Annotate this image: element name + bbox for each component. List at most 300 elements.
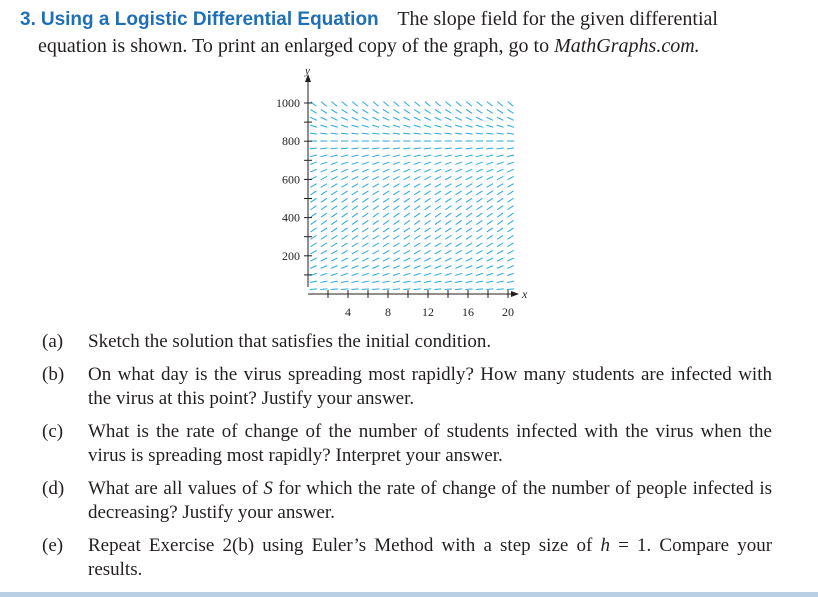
slope-segment <box>341 258 347 261</box>
slope-segment <box>383 235 389 239</box>
slope-segment <box>393 250 399 254</box>
slope-segment <box>393 125 400 127</box>
slope-segment <box>414 273 421 275</box>
slope-segment <box>414 133 421 134</box>
slope-segment <box>321 228 327 232</box>
slope-segment <box>476 148 483 149</box>
slope-segment <box>352 184 358 188</box>
slope-segment <box>321 243 327 247</box>
slope-segment <box>497 125 504 127</box>
slope-segment <box>393 266 400 269</box>
slope-segment <box>404 228 410 232</box>
slope-segment <box>352 198 358 202</box>
slope-segment <box>403 148 410 149</box>
slope-segment <box>507 155 514 157</box>
slope-segment <box>320 125 327 127</box>
part-d-text-pre: What are all values of <box>88 478 258 499</box>
slope-segment <box>476 258 482 261</box>
slope-segment <box>342 191 348 195</box>
slope-segment <box>497 235 503 239</box>
slope-segment <box>393 289 400 290</box>
slope-segment <box>341 162 348 164</box>
slope-segment <box>476 155 483 157</box>
slope-segment <box>341 117 348 120</box>
slope-segment <box>383 273 390 275</box>
slope-segment <box>403 133 410 134</box>
slope-segment <box>455 289 462 290</box>
slope-segment <box>393 243 399 247</box>
slope-segment <box>466 206 472 210</box>
slope-segment <box>435 243 441 247</box>
slope-segment <box>456 220 462 224</box>
slope-segment <box>310 250 316 254</box>
slope-segment <box>497 133 504 134</box>
slope-segment <box>372 266 379 269</box>
slope-segment <box>476 250 482 254</box>
slope-segment <box>476 191 482 195</box>
slope-segment <box>362 155 369 157</box>
slope-segment <box>487 213 493 217</box>
slope-segment <box>373 220 379 224</box>
slope-segment <box>331 266 338 269</box>
slope-segment <box>487 184 493 188</box>
slope-segment <box>424 155 431 157</box>
slope-segment <box>404 250 410 254</box>
slope-segment <box>445 281 452 282</box>
slope-segment <box>362 176 368 179</box>
slope-segment <box>466 125 473 127</box>
slope-segment <box>331 125 338 127</box>
slope-segment <box>341 266 348 269</box>
slope-segment <box>466 258 472 261</box>
slope-segment <box>342 102 347 107</box>
slope-segment <box>362 109 368 113</box>
slope-segment <box>414 125 421 127</box>
slope-segment <box>362 266 369 269</box>
slope-segment <box>476 176 482 179</box>
slope-segment <box>331 273 338 275</box>
slope-segment <box>383 109 389 113</box>
slope-segment <box>383 162 390 164</box>
slope-segment <box>362 250 368 254</box>
slope-segment <box>466 250 472 254</box>
slope-segment <box>455 266 462 269</box>
slope-segment <box>383 176 389 179</box>
y-tick-label: 800 <box>282 134 300 149</box>
slope-segment <box>486 162 493 164</box>
slope-segment <box>393 191 399 195</box>
slope-segment <box>372 125 379 127</box>
slope-segment <box>507 258 513 261</box>
slope-segment <box>352 102 357 107</box>
slope-segment <box>310 289 317 290</box>
slope-segment <box>362 273 369 275</box>
part-d-variable: S <box>263 478 273 499</box>
slope-segment <box>414 191 420 195</box>
slope-segment <box>456 243 462 247</box>
slope-segment <box>487 191 493 195</box>
exercise-intro-text: equation is shown. To print an enlarged copy of the graph, go to <box>38 35 550 57</box>
slope-segment <box>414 243 420 247</box>
slope-segment <box>414 102 419 107</box>
slope-segment <box>362 117 369 120</box>
slope-segment <box>342 243 348 247</box>
slope-segment <box>373 228 379 232</box>
slope-segment <box>507 117 514 120</box>
slope-segment <box>414 258 420 261</box>
slope-segment <box>414 206 420 210</box>
slope-segment <box>434 133 441 134</box>
slope-segment <box>435 220 441 224</box>
slope-segment <box>497 117 504 120</box>
slope-segment <box>383 250 389 254</box>
slope-segment <box>404 102 409 107</box>
part-d-text <box>88 477 772 525</box>
x-tick-label: 12 <box>422 305 434 319</box>
slope-segment <box>373 109 379 113</box>
slope-segment <box>383 169 390 172</box>
slope-segment <box>497 155 504 157</box>
slope-segment <box>445 266 452 269</box>
slope-segment <box>424 289 431 290</box>
slope-segment <box>310 191 316 195</box>
slope-segment <box>310 184 316 188</box>
slope-segment <box>424 176 430 179</box>
slope-segment <box>373 235 379 239</box>
slope-segment <box>456 235 462 239</box>
slope-segment <box>497 258 503 261</box>
slope-segment <box>476 169 483 172</box>
slope-segment <box>341 148 348 149</box>
slope-segment <box>342 235 348 239</box>
slope-segment <box>403 125 410 127</box>
slope-segment <box>486 148 493 149</box>
slope-segment <box>497 289 504 290</box>
slope-segment <box>352 191 358 195</box>
slope-segment <box>455 281 462 282</box>
slope-segment <box>435 109 441 113</box>
slope-segment <box>351 155 358 157</box>
slope-segment <box>373 184 379 188</box>
slope-segment <box>424 169 431 172</box>
slope-segment <box>321 191 327 195</box>
slope-segment <box>352 109 358 113</box>
slope-segment <box>310 162 317 164</box>
slope-segment <box>414 235 420 239</box>
slope-segment <box>404 109 410 113</box>
slope-segment <box>424 258 430 261</box>
slope-segment <box>425 235 431 239</box>
slope-segment <box>320 133 327 134</box>
y-tick-label: 200 <box>282 248 300 263</box>
slope-segment <box>404 235 410 239</box>
slope-segment <box>456 191 462 195</box>
slope-segment <box>320 148 327 149</box>
slope-segment <box>310 266 317 269</box>
x-tick-label: 20 <box>502 305 514 319</box>
slope-field-svg <box>262 62 542 324</box>
slope-segment <box>445 273 452 275</box>
part-e <box>42 534 772 582</box>
slope-segment <box>352 228 358 232</box>
slope-segment <box>372 273 379 275</box>
slope-segment <box>341 176 347 179</box>
slope-segment <box>311 228 317 232</box>
mathgraphs-link[interactable]: MathGraphs.com. <box>554 35 700 57</box>
slope-segment <box>404 220 410 224</box>
slope-segment <box>456 198 462 202</box>
slope-segment <box>435 191 441 195</box>
slope-segment <box>466 243 472 247</box>
slope-segment <box>393 184 399 188</box>
slope-segment <box>404 258 410 261</box>
slope-segment <box>487 243 493 247</box>
slope-segment <box>476 198 482 202</box>
slope-segment <box>497 250 503 254</box>
slope-segment <box>508 102 513 107</box>
part-c-text: What is the rate of change of the number of students infected with the virus when the virus is spreading most rapidly? Interpret your answer. <box>88 421 772 466</box>
slope-segment <box>425 220 431 224</box>
slope-segment <box>383 213 389 217</box>
slope-segment <box>383 102 388 107</box>
exercise-number: 3. <box>20 9 36 30</box>
slope-segment <box>393 133 400 134</box>
slope-segment <box>434 273 441 275</box>
slope-segment <box>341 250 347 254</box>
slope-segment <box>372 169 379 172</box>
slope-segment <box>342 213 348 217</box>
slope-segment <box>382 289 389 290</box>
slope-segment <box>425 213 431 217</box>
slope-field-graph <box>262 62 542 324</box>
slope-segment <box>383 184 389 188</box>
slope-segment <box>331 155 338 157</box>
slope-segment <box>383 281 390 282</box>
slope-segment <box>352 117 359 120</box>
slope-segment <box>445 206 451 210</box>
slope-segment <box>486 281 493 282</box>
slope-segment <box>424 117 431 120</box>
slope-segment <box>507 235 513 239</box>
slope-segment <box>434 289 441 290</box>
slope-segment <box>311 206 317 210</box>
part-a-text: Sketch the solution that satisfies the initial condition. <box>88 331 492 352</box>
slope-segment <box>497 228 503 232</box>
slope-segment <box>486 133 493 134</box>
exercise-intro-line1: The slope field for the given differential <box>397 8 718 30</box>
slope-segment <box>497 206 503 210</box>
slope-segment <box>362 220 368 224</box>
slope-segment <box>486 125 493 127</box>
part-d-label: (d) <box>42 478 65 499</box>
slope-segment <box>321 184 327 188</box>
slope-segment <box>331 228 337 232</box>
slope-segment <box>455 273 462 275</box>
slope-segment <box>414 169 421 172</box>
y-tick-label: 1000 <box>276 96 300 110</box>
slope-segment <box>403 155 410 157</box>
slope-segment <box>487 250 493 254</box>
slope-segment <box>476 162 483 164</box>
slope-segment <box>331 258 337 261</box>
slope-segment <box>507 281 514 282</box>
slope-segment <box>445 198 451 202</box>
slope-segment <box>425 109 431 113</box>
slope-segment <box>321 258 327 261</box>
slope-segment <box>476 228 482 232</box>
slope-segment <box>321 220 327 224</box>
slope-segment <box>362 169 369 172</box>
slope-segment <box>403 289 410 290</box>
slope-segment <box>414 213 420 217</box>
slope-segment <box>507 162 514 164</box>
slope-segment <box>404 243 410 247</box>
slope-segment <box>351 289 358 290</box>
slope-segment <box>362 133 369 134</box>
slope-segment <box>320 162 327 164</box>
slope-segment <box>310 281 317 282</box>
slope-segment <box>476 220 482 224</box>
slope-segment <box>445 109 451 113</box>
slope-segment <box>351 281 358 282</box>
slope-segment <box>342 228 348 232</box>
slope-segment <box>476 243 482 247</box>
slope-segment <box>331 206 337 210</box>
slope-segment <box>310 155 317 157</box>
slope-segment <box>465 133 472 134</box>
slope-segment <box>373 191 379 195</box>
slope-segment <box>404 213 410 217</box>
slope-segment <box>507 109 513 113</box>
slope-segment <box>497 169 504 172</box>
slope-segment <box>455 162 462 164</box>
slope-segment <box>435 102 440 107</box>
slope-segment <box>424 162 431 164</box>
slope-segment <box>487 228 493 232</box>
slope-segment <box>497 191 503 195</box>
slope-segment <box>465 148 472 149</box>
slope-segment <box>507 243 513 247</box>
slope-segment <box>466 198 472 202</box>
slope-segment <box>466 162 473 164</box>
slope-segment <box>310 133 317 134</box>
slope-segment <box>362 191 368 195</box>
slope-segment <box>352 250 358 254</box>
slope-segment <box>342 198 348 202</box>
slope-segment <box>362 148 369 149</box>
slope-segment <box>445 220 451 224</box>
slope-segment <box>331 289 338 290</box>
slope-segment <box>425 206 431 210</box>
slope-segment <box>321 250 327 254</box>
slope-segment <box>435 176 441 179</box>
slope-segment <box>434 281 441 282</box>
slope-segment <box>383 228 389 232</box>
slope-segment <box>352 273 359 275</box>
slope-segment <box>486 266 493 269</box>
slope-segment <box>403 273 410 275</box>
part-d <box>42 477 772 525</box>
slope-segment <box>476 235 482 239</box>
slope-segment <box>456 102 461 107</box>
slope-segment <box>414 266 421 269</box>
slope-segment <box>508 220 514 224</box>
slope-segment <box>414 176 420 179</box>
slope-field-segments <box>310 102 514 290</box>
slope-segment <box>435 235 441 239</box>
slope-segment <box>434 148 441 149</box>
slope-segment <box>487 206 493 210</box>
slope-segment <box>341 184 347 188</box>
part-e-text <box>88 534 772 582</box>
slope-segment <box>445 133 452 134</box>
slope-segment <box>363 102 368 107</box>
slope-segment <box>321 102 326 107</box>
slope-segment <box>425 191 431 195</box>
slope-segment <box>466 281 473 282</box>
slope-segment <box>445 228 451 232</box>
slope-segment <box>445 235 451 239</box>
slope-segment <box>497 162 504 164</box>
slope-segment <box>414 117 421 120</box>
slope-segment <box>435 169 442 172</box>
slope-segment <box>331 235 337 239</box>
slope-segment <box>466 266 473 269</box>
slope-segment <box>466 155 473 157</box>
slope-segment <box>435 206 441 210</box>
slope-segment <box>320 155 327 157</box>
slope-segment <box>383 258 389 261</box>
slope-segment <box>383 266 390 269</box>
slope-segment <box>310 235 316 239</box>
slope-segment <box>414 148 421 149</box>
slope-segment <box>311 102 316 107</box>
slope-segment <box>362 184 368 188</box>
slope-segment <box>321 213 327 217</box>
slope-segment <box>373 243 379 247</box>
slope-segment <box>373 198 379 202</box>
slope-segment <box>352 266 359 269</box>
slope-segment <box>383 125 390 127</box>
slope-segment <box>310 243 316 247</box>
slope-segment <box>362 258 368 261</box>
slope-segment <box>487 117 494 120</box>
slope-segment <box>497 184 503 188</box>
exercise-header <box>20 6 800 60</box>
slope-segment <box>331 198 337 202</box>
slope-segment <box>393 273 400 275</box>
slope-segment <box>424 184 430 188</box>
slope-segment <box>331 220 337 224</box>
slope-segment <box>424 243 430 247</box>
slope-segment <box>331 148 338 149</box>
slope-segment <box>446 102 451 107</box>
slope-segment <box>404 191 410 195</box>
slope-segment <box>497 198 503 202</box>
slope-segment <box>321 266 328 269</box>
slope-segment <box>403 281 410 282</box>
slope-segment <box>393 148 400 149</box>
slope-segment <box>445 258 451 261</box>
slope-segment <box>425 198 431 202</box>
slope-segment <box>466 273 473 275</box>
slope-segment <box>383 206 389 210</box>
slope-segment <box>487 176 493 179</box>
slope-segment <box>466 220 472 224</box>
slope-segment <box>342 109 348 113</box>
slope-segment <box>393 117 400 120</box>
slope-segment <box>372 148 379 149</box>
